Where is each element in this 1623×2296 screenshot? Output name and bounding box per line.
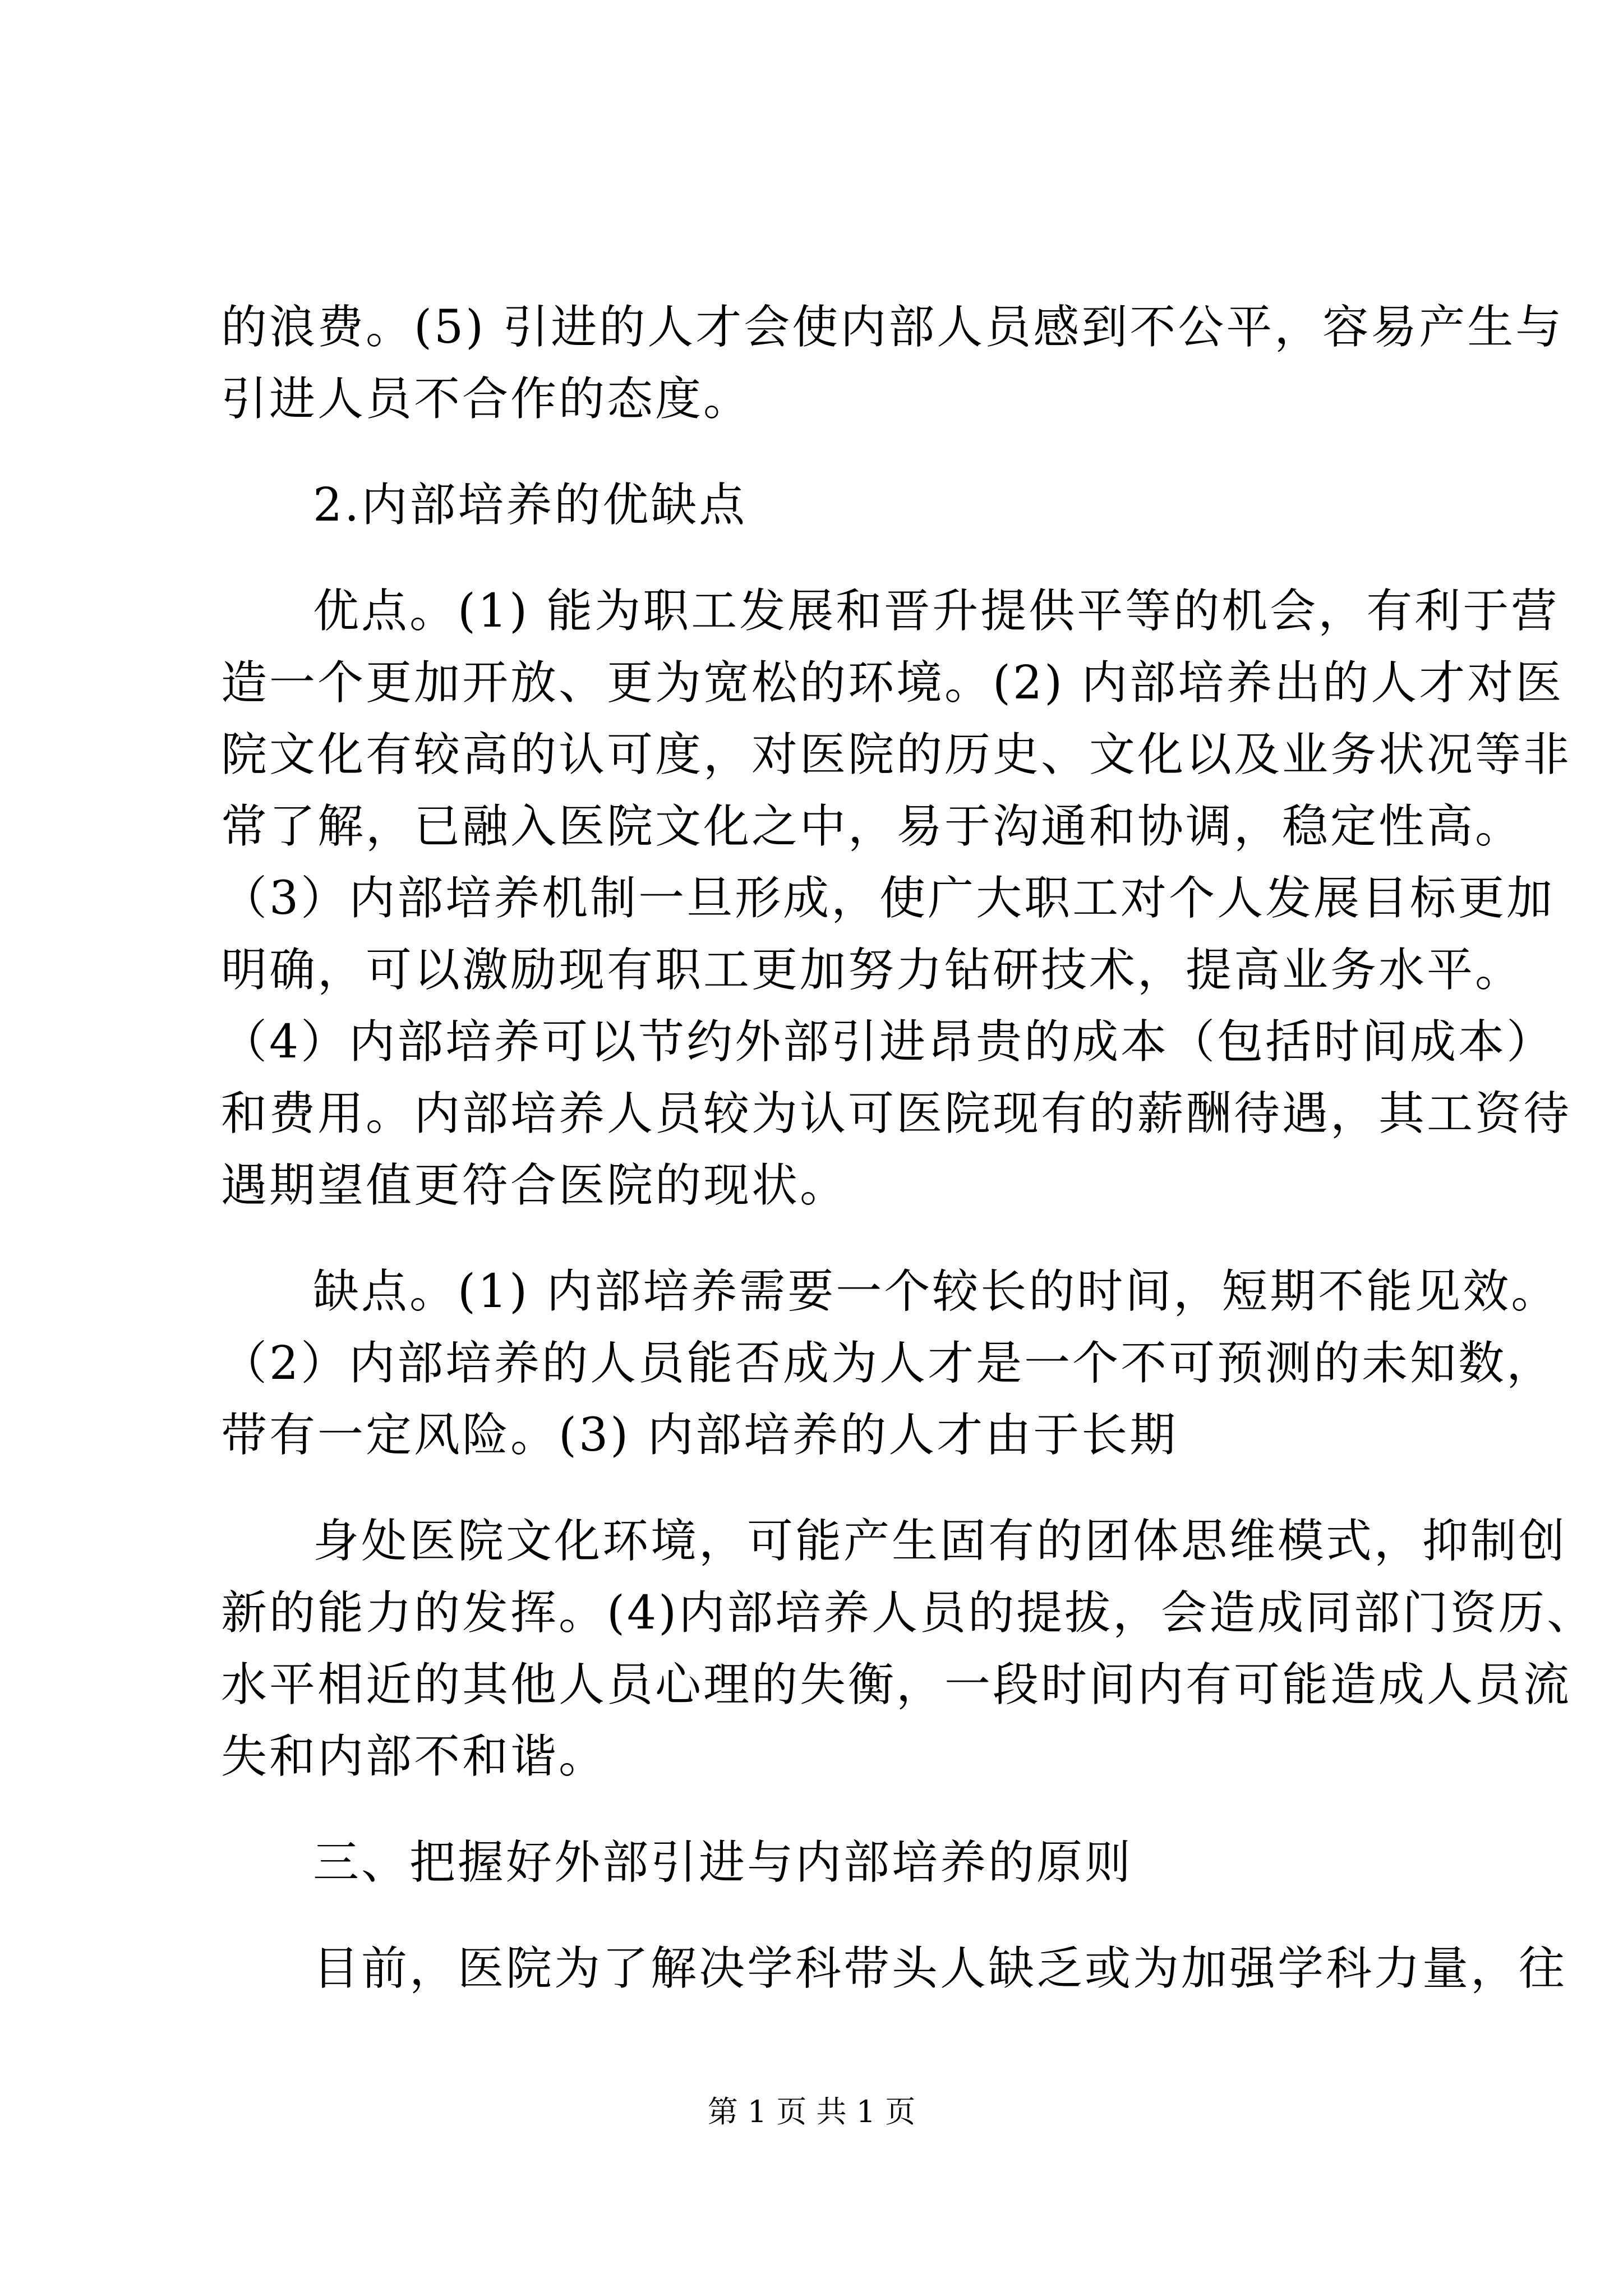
text-line: 院文化有较高的认可度，对医院的历史、文化以及业务状况等非 xyxy=(221,728,1572,781)
text-line: 常了解，已融入医院文化之中，易于沟通和协调，稳定性高。 xyxy=(221,800,1524,853)
text-line: （2）内部培养的人员能否成为人才是一个不可预测的未知数， xyxy=(221,1337,1555,1390)
text-line: 造一个更加开放、更为宽松的环境。(2) 内部培养出的人才对医 xyxy=(221,656,1564,710)
text-line: 明确，可以激励现有职工更加努力钻研技术，提高业务水平。 xyxy=(221,944,1524,997)
text-line: 遇期望值更符合医院的现状。 xyxy=(221,1159,849,1212)
text-line: 身处医院文化环境，可能产生固有的团体思维模式，抑制创 xyxy=(313,1515,1567,1568)
text-line: （3）内部培养机制一旦形成，使广大职工对个人发展目标更加 xyxy=(221,872,1555,925)
text-line: （4）内部培养可以节约外部引进昂贵的成本（包括时间成本） xyxy=(221,1015,1555,1069)
text-line: 水平相近的其他人员心理的失衡，一段时间内有可能造成人员流 xyxy=(221,1658,1572,1711)
text-line: 缺点。(1) 内部培养需要一个较长的时间，短期不能见效。 xyxy=(313,1265,1560,1318)
section-heading: 2.内部培养的优缺点 xyxy=(313,478,748,532)
text-line: 新的能力的发挥。(4)内部培养人员的提拔，会造成同部门资历、 xyxy=(221,1586,1596,1640)
text-line: 的浪费。(5) 引进的人才会使内部人员感到不公平，容易产生与 xyxy=(221,301,1564,354)
document-body xyxy=(221,292,1596,2005)
text-line: 失和内部不和谐。 xyxy=(221,1730,607,1783)
section-heading: 三、把握好外部引进与内部培养的原则 xyxy=(313,1836,1133,1889)
text-line: 引进人员不合作的态度。 xyxy=(221,372,752,426)
text-line: 目前，医院为了解决学科带头人缺乏或为加强学科力量，往 xyxy=(313,1942,1567,1995)
text-line: 带有一定风险。(3) 内部培养的人才由于长期 xyxy=(221,1409,1178,1462)
text-line: 优点。(1) 能为职工发展和晋升提供平等的机会，有利于营 xyxy=(313,585,1560,638)
page-footer: 第 1 页 共 1 页 xyxy=(707,2094,916,2129)
text-line: 和费用。内部培养人员较为认可医院现有的薪酬待遇，其工资待 xyxy=(221,1087,1572,1140)
